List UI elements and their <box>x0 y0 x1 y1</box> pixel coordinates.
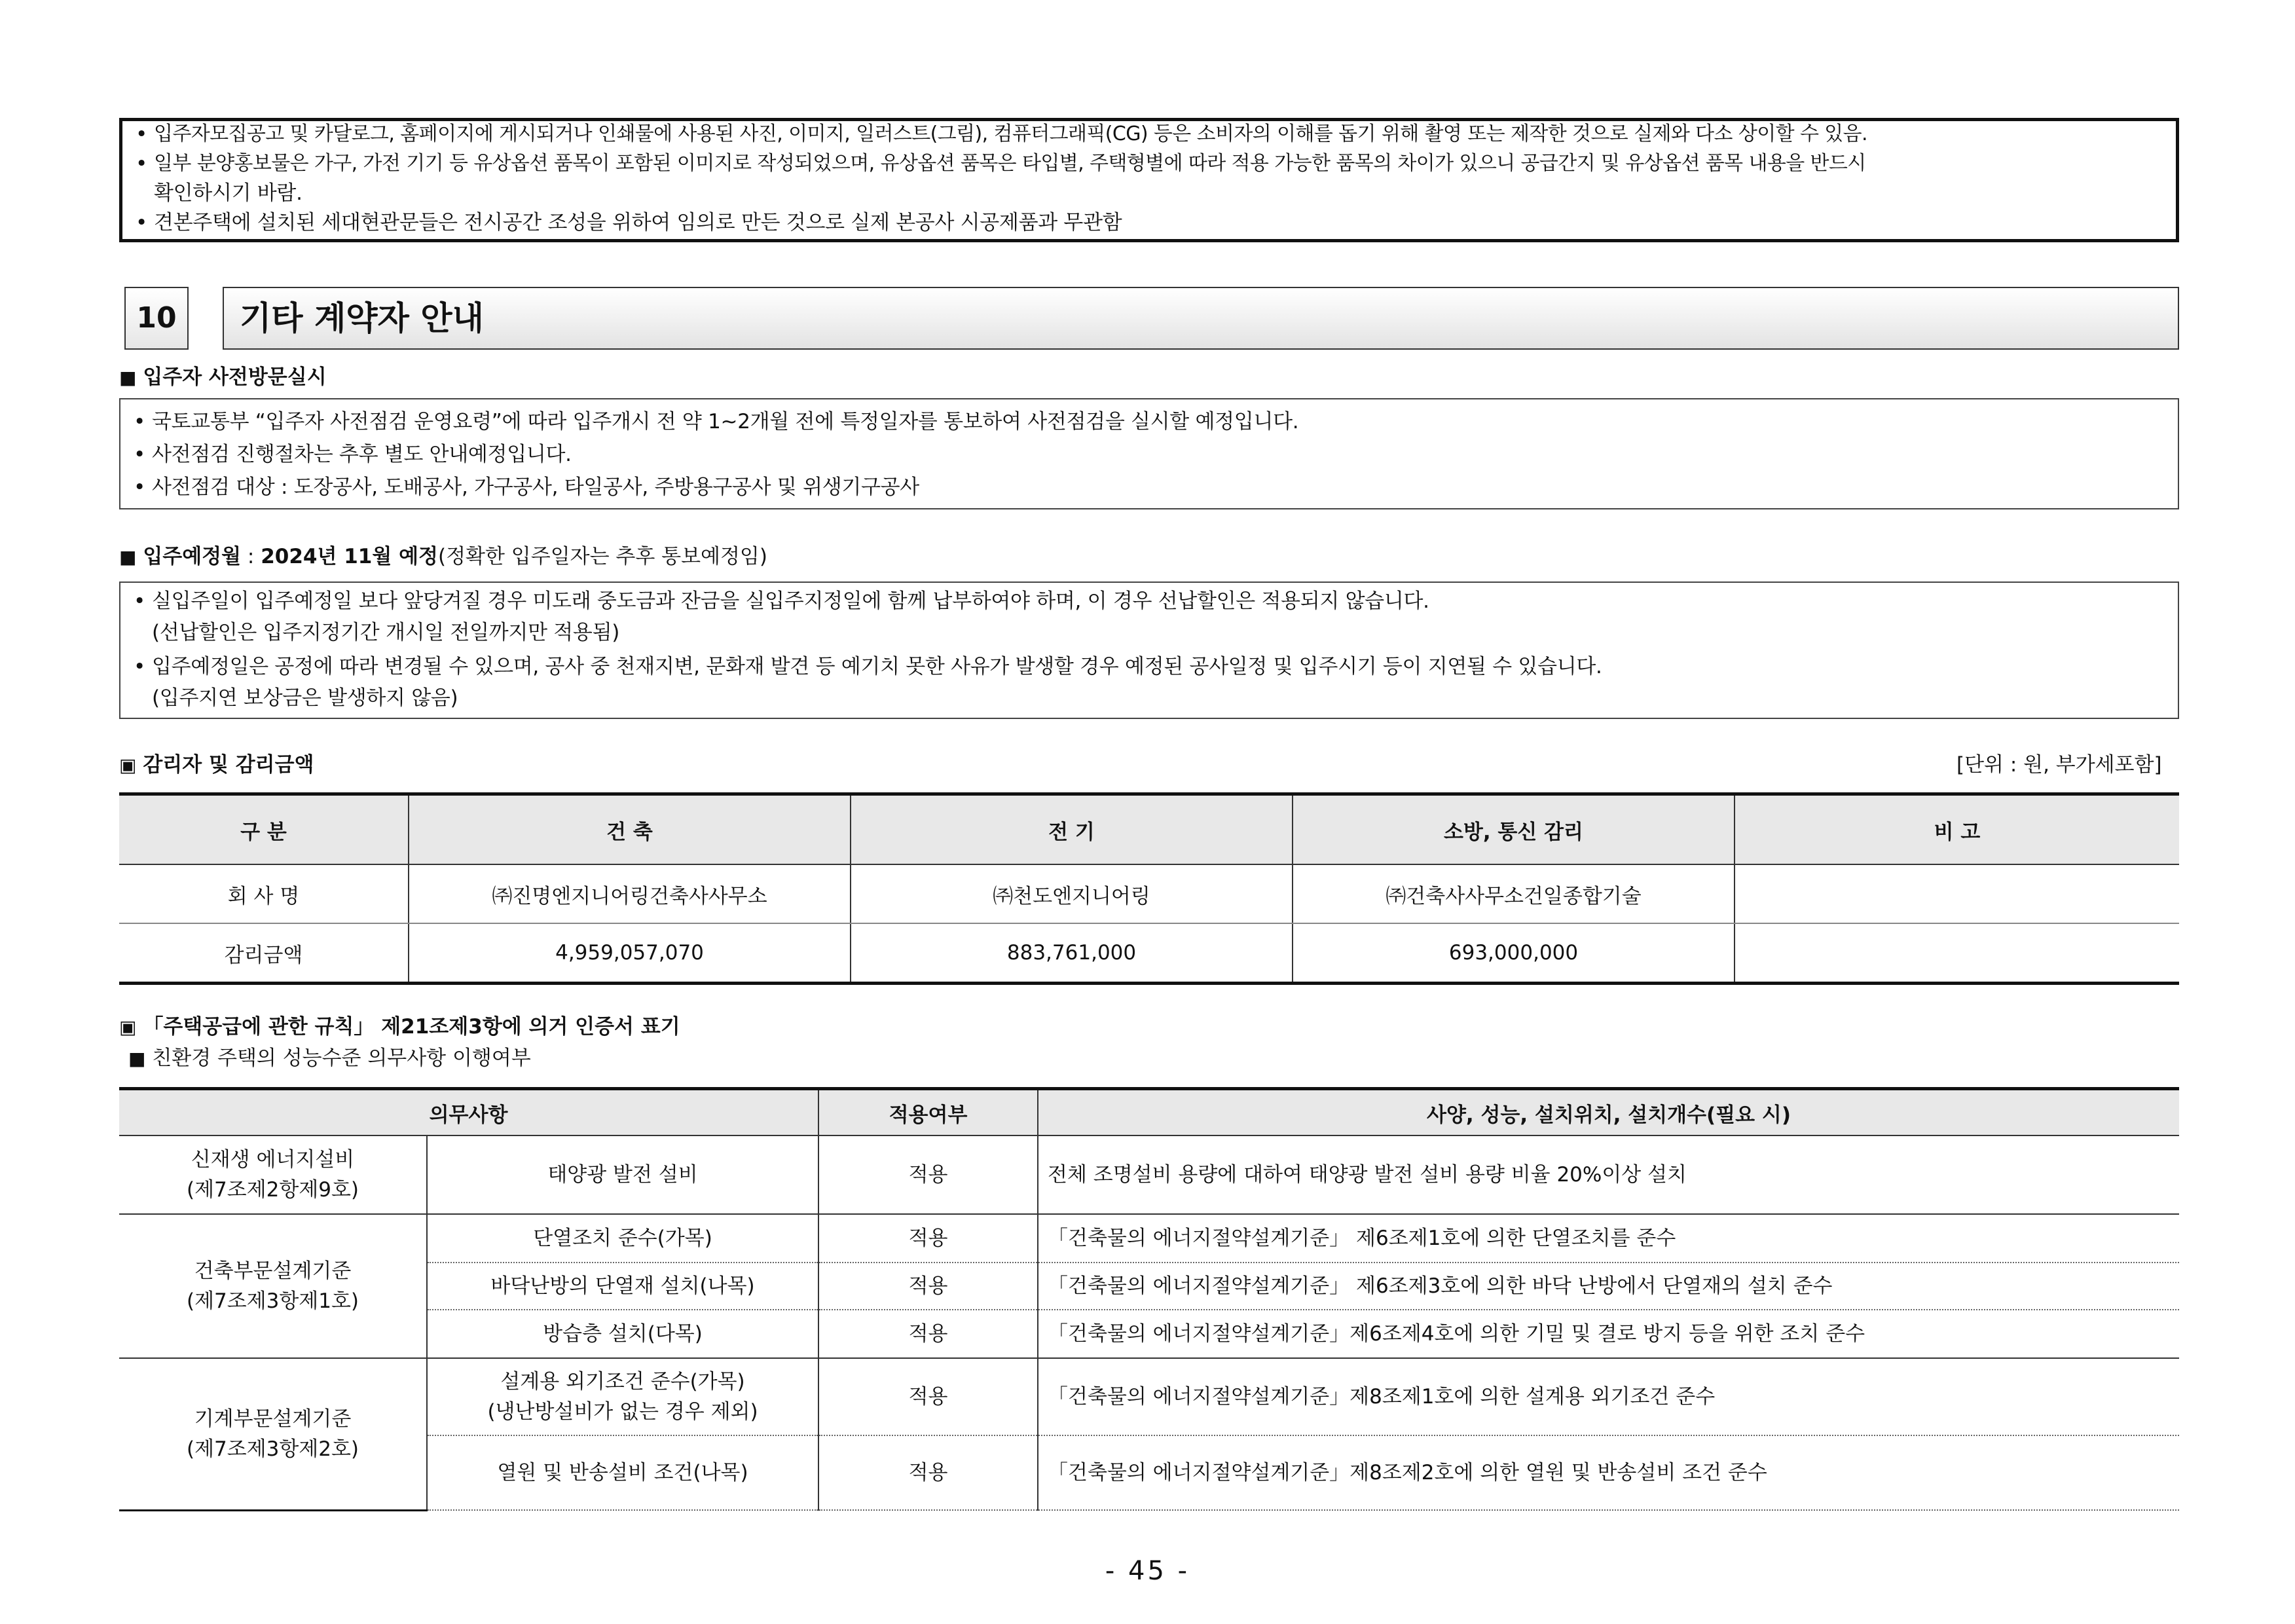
predeparture-heading: ■ 입주자 사전방문실시 <box>119 365 327 389</box>
table-row: 신재생 에너지설비 (제7조제2항제9호) 태양광 발전 설비 적용 전체 조명설비 용량에 대하여 태양광 발전 설비 용량 비율 20%이상 설치 <box>119 1135 2179 1214</box>
unit-note: [단위 : 원, 부가세포함] <box>1956 753 2162 777</box>
section-title: 기타 계약자 안내 <box>223 287 2179 350</box>
page-number: - 45 - <box>1105 1556 1190 1586</box>
supervisor-heading: ▣ 감리자 및 감리금액 <box>119 753 314 777</box>
table-row: 건축부문설계기준 (제7조제3항제1호) 단열조치 준수(가목) 적용 「건축물의 에너지절약설계기준」 제6조제1호에 의한 단열조치를 준수 <box>119 1214 2179 1263</box>
predeparture-box: • 국토교통부 “입주자 사전점검 운영요령”에 따라 입주개시 전 약 1~2개월 전에 특정일자를 통보하여 사전점검을 실시할 예정입니다. • 사전점검 진행절차는 추후 별도 안내예정입니다. • 사전점검 대상 : 도장공사, 도배공사, 가구공사, 타일공사, 주방용구공사 및 위생기구공사 <box>119 398 2179 509</box>
square-icon: ■ <box>119 367 137 388</box>
table-row: 회 사 명 ㈜진명엔지니어링건축사사무소 ㈜천도엔지니어링 ㈜건축사사무소건일종합기술 <box>119 864 2179 923</box>
group-name: 기계부문설계기준 (제7조제3항제2호) <box>119 1358 427 1510</box>
table-row: 방습층 설치(다목) 적용 「건축물의 에너지절약설계기준」제6조제4호에 의한 기밀 및 결로 방지 등을 위한 조치 준수 <box>119 1310 2179 1358</box>
square-outline-icon: ▣ <box>119 1016 137 1038</box>
square-outline-icon: ▣ <box>119 754 137 776</box>
table-row: 바닥난방의 단열재 설치(나목) 적용 「건축물의 에너지절약설계기준」 제6조제3호에 의한 바닥 난방에서 단열재의 설치 준수 <box>119 1263 2179 1310</box>
table-row: 기계부문설계기준 (제7조제3항제2호) 설계용 외기조건 준수(가목) (냉난방설비가 없는 경우 제외) 적용 「건축물의 에너지절약설계기준」제8조제1호에 의한 설계용 외기조건 준수 <box>119 1358 2179 1435</box>
certification-subheading: ■ 친환경 주택의 성능수준 의무사항 이행여부 <box>128 1046 531 1070</box>
table-row: 열원 및 반송설비 조건(나목) 적용 「건축물의 에너지절약설계기준」제8조제2호에 의한 열원 및 반송설비 조건 준수 <box>119 1435 2179 1510</box>
notice-line: 일부 분양홍보물은 가구, 가전 기기 등 유상옵션 품목이 포함된 이미지로 작성되었으며, 유상옵션 품목은 타입별, 주택형별에 따라 적용 가능한 품목의 차이가 있으니 공급간지 및 유상옵션 품목 내용을 반드시 <box>154 152 1866 175</box>
group-name: 신재생 에너지설비 (제7조제2항제9호) <box>119 1135 427 1214</box>
notice-line: 입주자모집공고 및 카달로그, 홈페이지에 게시되거나 인쇄물에 사용된 사진, 이미지, 일러스트(그림), 컴퓨터그래픽(CG) 등은 소비자의 이해를 돕기 위해 촬영 또는 제작한 것으로 실제와 다소 상이할 수 있음. <box>154 122 1867 145</box>
table-header-row: 구 분 건 축 전 기 소방, 통신 감리 비 고 <box>119 794 2179 865</box>
notice-line: 견본주택에 설치된 세대현관문들은 전시공간 조성을 위하여 임의로 만든 것으로 실제 본공사 시공제품과 무관함 <box>154 211 1122 234</box>
square-icon: ■ <box>119 546 137 568</box>
move-in-heading: ■ 입주예정월 : 2024년 11월 예정(정확한 입주일자는 추후 통보예정임) <box>119 545 767 568</box>
group-name: 건축부문설계기준 (제7조제3항제1호) <box>119 1214 427 1358</box>
supervisor-table <box>119 792 2179 985</box>
square-icon: ■ <box>128 1048 146 1069</box>
table-row: 감리금액 4,959,057,070 883,761,000 693,000,000 <box>119 923 2179 984</box>
section-number: 10 <box>124 287 189 350</box>
table-header-row: 의무사항 적용여부 사양, 성능, 설치위치, 설치개수(필요 시) <box>119 1089 2179 1136</box>
move-in-box: • 실입주일이 입주예정일 보다 앞당겨질 경우 미도래 중도금과 잔금을 실입주지정일에 함께 납부하여야 하며, 이 경우 선납할인은 적용되지 않습니다. (선납할인은 입주지정기간 개시일 전일까지만 적용됨) • 입주예정일은 공정에 따라 변경될 수 있으며, 공사 중 천재지변, 문화재 발견 등 예기치 못한 사유가 발생할 경우 예정된 공사일정 및 입주시기 등이 지연될 수 있습니다. (입주지연 보상금은 발생하지 않음) <box>119 581 2179 719</box>
notice-box: • 입주자모집공고 및 카달로그, 홈페이지에 게시되거나 인쇄물에 사용된 사진, 이미지, 일러스트(그림), 컴퓨터그래픽(CG) 등은 소비자의 이해를 돕기 위해 촬영 또는 제작한 것으로 실제와 다소 상이할 수 있음. • 일부 분양홍보물은 가구, 가전 기기 등 유상옵션 품목이 포함된 이미지로 작성되었으며, 유상옵션 품목은 타입별, 주택형별에 따라 적용 가능한 품목의 차이가 있으니 공급간지 및 유상옵션 품목 내용을 반드시 확인하시기 바람. • 견본주택에 설치된 세대현관문들은 전시공간 조성을 위하여 임의로 만든 것으로 실제 본공사 시공제품과 무관함 <box>119 118 2179 242</box>
certification-heading: ▣ 「주택공급에 관한 규칙」 제21조제3항에 의거 인증서 표기 <box>119 1015 680 1039</box>
notice-line: 확인하시기 바람. <box>154 181 303 205</box>
certification-table <box>119 1087 2179 1511</box>
